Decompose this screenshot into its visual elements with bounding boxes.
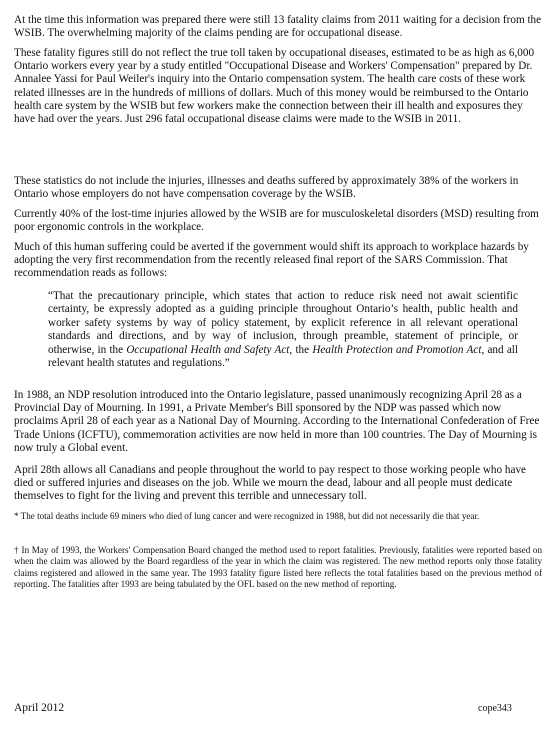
quote-text-part-3: , and all relevant health statutes and regulations.”	[48, 343, 519, 370]
paragraph-sars-commission: Much of this human suffering could be averted if the government would shift its approach to workplace hazards by adopting the very first recommendation from the recently released final report of the SARS Commission. That recommendation reads as follows:	[14, 241, 529, 280]
footer-date: April 2012	[14, 702, 65, 714]
paragraph-statistics-exclusion: These statistics do not include the injuries, illnesses and deaths suffered by approximately 38% of the workers in Ontario whose employers do not have compensation coverage by the WSIB.	[14, 175, 519, 201]
paragraph-occupational-disease: These fatality figures still do not reflect the true toll taken by occupational diseases, estimated to be as high as 6,000 Ontario workers every year by a study entitled "Occupational Disease and Workers' Compensation" prepared by Dr. Annalee Yassi for Paul Weiler's inquiry into the Ontario compensation system. The health care costs of these work related illnesses are in the hundreds of millions of dollars. Much of this money would be reimbursed to the Ontario health care system by the WSIB but few workers make the connection between their ill health and exposures they have had over the years. Just 296 fatal occupational disease claims were made to the WSIB in 2011.	[14, 47, 535, 126]
quote-act-hppa: Health Protection and Promotion Act	[312, 343, 482, 356]
quote-text-part-1: “That the precautionary principle, which states that action to reduce risk need not await scientific certainty, be expressly adopted as a guiding principle throughout Ontario’s health, public health and worker safety systems by way of policy statement, by explicit reference in all relevant operational standards and directions, and by way of inclusion, through preamble, statement of principle, or otherwise, in the	[48, 290, 518, 356]
footer-code: cope343	[478, 703, 512, 714]
footnote-reporting-method: † In May of 1993, the Workers' Compensation Board changed the method used to report fatalities. Previously, fatalities were reported based on when the claim was allowed by the Board regardless of the year in which the claim was registered. The new method reports only those fatality claims registered and allowed in the same year. The 1993 fatality figure listed here reflects the total fatalities based on the previous method of reporting. The fatalities after 1993 are being tabulated by the OFL based on the new method of reporting.	[14, 545, 542, 590]
paragraph-msd: Currently 40% of the lost-time injuries allowed by the WSIB are for musculoskeletal disorders (MSD) resulting from poor ergonomic controls in the workplace.	[14, 208, 539, 234]
sars-recommendation-quote	[48, 290, 518, 370]
paragraph-day-of-mourning-history: In 1988, an NDP resolution introduced into the Ontario legislature, passed unanimously recognizing April 28 as a Provincial Day of Mourning. In 1991, a Private Member's Bill sponsored by the NDP was passed which now proclaims April 28 of each year as a National Day of Mourning. According to the International Confederation of Free Trade Unions (ICFTU), commemoration activities are now held in more than 100 countries. The Day of Mourning is now truly a Global event.	[14, 389, 540, 454]
paragraph-pending-claims: At the time this information was prepared there were still 13 fatality claims from 2011 waiting for a decision from the WSIB. The overwhelming majority of the claims pending are for occupational disease.	[14, 14, 542, 40]
footnote-miners: * The total deaths include 69 miners who died of lung cancer and were recognized in 1988, but did not necessarily die that year.	[14, 511, 480, 521]
paragraph-april-28: April 28th allows all Canadians and people throughout the world to pay respect to those working people who have died or suffered injuries and diseases on the job. While we mourn the dead, labour and all people must dedicate themselves to fight for the living and prevent this terrible and unnecessary toll.	[14, 464, 527, 503]
quote-act-ohsa: Occupational Health and Safety Act,	[126, 343, 293, 356]
quote-text-part-2: the	[292, 343, 313, 356]
